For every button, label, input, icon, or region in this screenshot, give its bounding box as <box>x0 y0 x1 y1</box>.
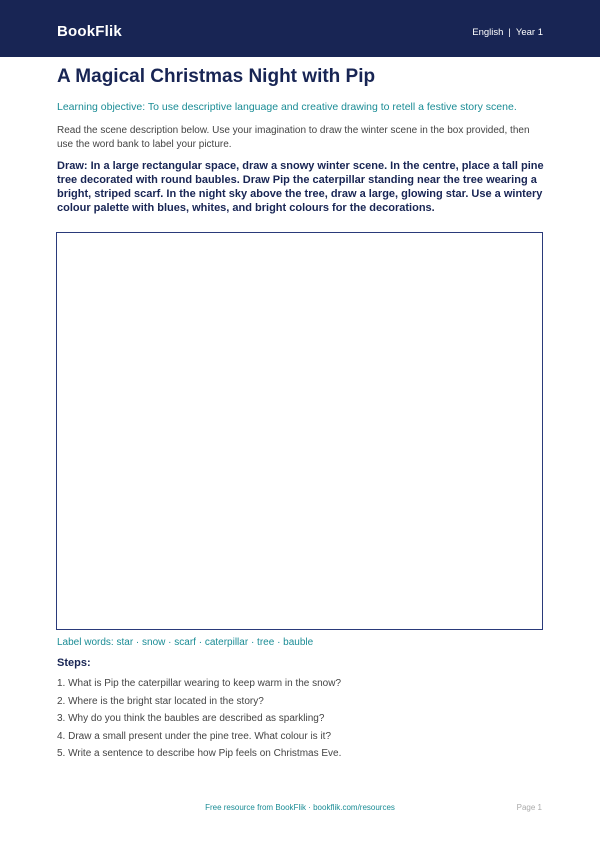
step-item: 3. Why do you think the baubles are described as sparkling? <box>57 713 325 724</box>
step-item: 5. Write a sentence to describe how Pip feels on Christmas Eve. <box>57 748 342 759</box>
brand-logo: BookFlik <box>57 23 122 40</box>
steps-heading: Steps: <box>57 657 91 669</box>
step-item: 1. What is Pip the caterpillar wearing to keep warm in the snow? <box>57 678 342 689</box>
page-header <box>0 0 600 57</box>
drawing-area[interactable] <box>56 232 543 630</box>
label-word-bank: Label words: star · snow · scarf · caterpillar · tree · bauble <box>57 637 314 648</box>
year-label: Year 1 <box>515 27 543 38</box>
steps-list <box>57 675 341 763</box>
step-item: 4. Draw a small present under the pine tree. What colour is it? <box>57 730 332 742</box>
learning-objective: Learning objective: To use descriptive language and creative drawing to retell a festive story scene. <box>57 101 517 113</box>
draw-instructions: Draw: In a large rectangular space, draw a snowy winter scene. In the centre, place a tall pine tree decorated with round baubles. Draw Pip the caterpillar standing near the tree wearing a bright, striped scarf. In the night sky above the tree, draw a large, glowing star. Use a wintery colour palette with blues, whites, and bright colours for the decorations. <box>57 160 544 214</box>
footer-resource-link[interactable]: Free resource from BookFlik · bookflik.com/resources <box>205 803 395 812</box>
intro-text: Read the scene description below. Use your imagination to draw the winter scene in the box provided, then use the word bank to label your picture. <box>57 125 530 150</box>
worksheet-title: A Magical Christmas Night with Pip <box>57 66 376 87</box>
step-item: 2. Where is the bright star located in the story? <box>57 695 264 707</box>
header-meta <box>472 26 543 40</box>
page-number: Page 1 <box>516 803 542 812</box>
meta-separator: | <box>508 27 511 38</box>
subject-label: English <box>472 27 504 38</box>
